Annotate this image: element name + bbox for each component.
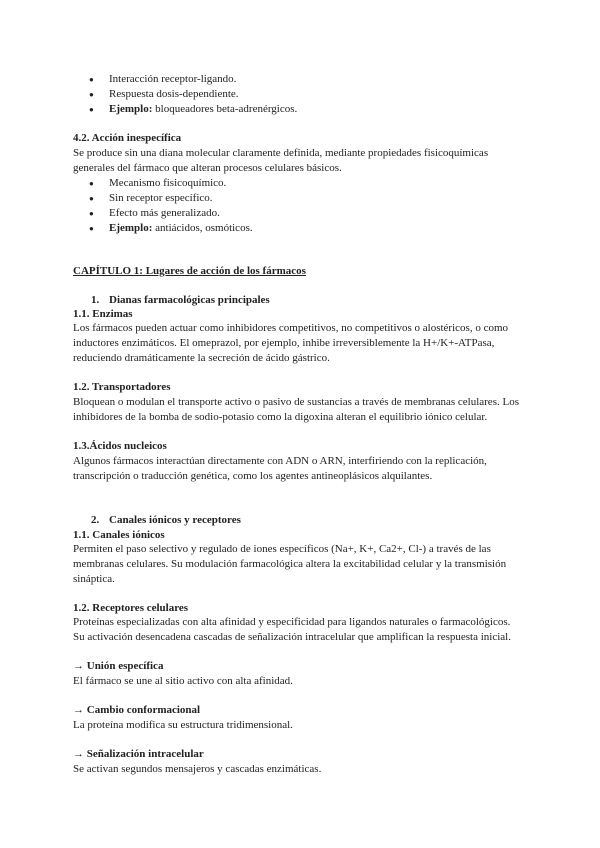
list-item-text: Mecanismo fisicoquímico. (109, 177, 227, 189)
paragraph-line: Proteínas especializadas con alta afinidad y especificidad para ligandos naturales o farmacológicos. (73, 616, 511, 628)
step-heading-senalizacion-intracelular: → Señalización intracelular (73, 748, 204, 760)
transportadores-paragraph (73, 395, 533, 425)
paragraph-line: inductores enzimáticos. El omeprazol, por ejemplo, inhibe irreversiblemente la H+/K+-ATPasa, (73, 337, 495, 349)
section-4-2-bullet-list (0, 176, 520, 236)
paragraph-line: membranas celulares. Su modulación farmacológica altera la excitabilidad celular y la transmisión (73, 558, 507, 570)
paragraph-line: Los fármacos pueden actuar como inhibidores competitivos, no competitivos o alostéricos, o como (73, 322, 509, 334)
chapter-title: CAPÍTULO 1: Lugares de acción de los fármacos (73, 265, 306, 277)
list-item-bold-label: Ejemplo: (109, 103, 153, 115)
list-item-bold-label: Ejemplo: (109, 222, 153, 234)
section-heading-4-2: 4.2. Acción inespecífica (73, 132, 182, 144)
list-item (0, 102, 520, 117)
paragraph-line: transcripción o traducción genética, como los agentes antineoplásicos alquilantes. (73, 470, 433, 482)
list-item (0, 87, 520, 102)
list-item (0, 176, 520, 191)
paragraph-line: Su activación desencadena cascadas de señalización intracelular que amplifican la respuesta inicial. (73, 631, 511, 643)
section-4-2-paragraph (73, 146, 533, 176)
heading-title: Canales iónicos y receptores (109, 514, 241, 526)
subsection-heading-receptores-celulares: 1.2. Receptores celulares (73, 602, 189, 614)
list-item (0, 221, 520, 236)
list-item (0, 191, 520, 206)
numbered-heading-1 (91, 293, 270, 308)
paragraph-line: Bloquean o modulan el transporte activo o pasivo de sustancias a través de membranas celulares. Los (73, 396, 519, 408)
list-item-text: antiácidos, osmóticos. (152, 222, 253, 234)
subsection-heading-canales-ionicos: 1.1. Canales iónicos (73, 529, 165, 541)
step-heading-union-especifica: → Unión específica (73, 660, 164, 672)
list-item-text: Sin receptor específico. (109, 192, 213, 204)
paragraph-line: reduciendo dramáticamente la secreción de ácido gástrico. (73, 352, 330, 364)
top-bullet-list (0, 72, 520, 117)
canales-ionicos-paragraph (73, 542, 533, 587)
heading-title: Dianas farmacológicas principales (109, 294, 270, 306)
list-item-text: Efecto más generalizado. (109, 207, 220, 219)
enzimas-paragraph (73, 321, 533, 366)
list-item-text: bloqueadores beta-adrenérgicos. (152, 103, 298, 115)
acidos-nucleicos-paragraph (73, 454, 533, 484)
numbered-heading-2 (91, 513, 241, 528)
paragraph-line: inhibidores de la bomba de sodio-potasio como la digoxina alteran el equilibrio iónico celular. (73, 411, 488, 423)
paragraph-line: Permiten el paso selectivo y regulado de iones específicos (Na+, K+, Ca2+, Cl-) a través de las (73, 543, 491, 555)
subsection-heading-acidos-nucleicos: 1.3.Ácidos nucleicos (73, 440, 167, 452)
heading-number: 1. (91, 294, 100, 306)
paragraph-line: generales del fármaco que alteran procesos celulares básicos. (73, 162, 342, 174)
paragraph-line: Algunos fármacos interactúan directamente con ADN o ARN, interfiriendo con la replicación, (73, 455, 487, 467)
list-item-text: Respuesta dosis-dependiente. (109, 88, 239, 100)
list-item (0, 72, 520, 87)
paragraph-line: Se produce sin una diana molecular claramente definida, mediante propiedades fisicoquímicas (73, 147, 489, 159)
step-text: El fármaco se une al sitio activo con alta afinidad. (73, 675, 293, 687)
paragraph-line: sináptica. (73, 573, 115, 585)
step-text: La proteína modifica su estructura tridimensional. (73, 719, 293, 731)
heading-number: 2. (91, 514, 100, 526)
list-item (0, 206, 520, 221)
list-item-text: Interacción receptor-ligando. (109, 73, 237, 85)
subsection-heading-transportadores: 1.2. Transportadores (73, 381, 171, 393)
receptores-celulares-paragraph (73, 615, 533, 645)
subsection-heading-enzimas: 1.1. Enzimas (73, 308, 133, 320)
step-text: Se activan segundos mensajeros y cascadas enzimáticas. (73, 763, 322, 775)
step-heading-cambio-conformacional: → Cambio conformacional (73, 704, 201, 716)
